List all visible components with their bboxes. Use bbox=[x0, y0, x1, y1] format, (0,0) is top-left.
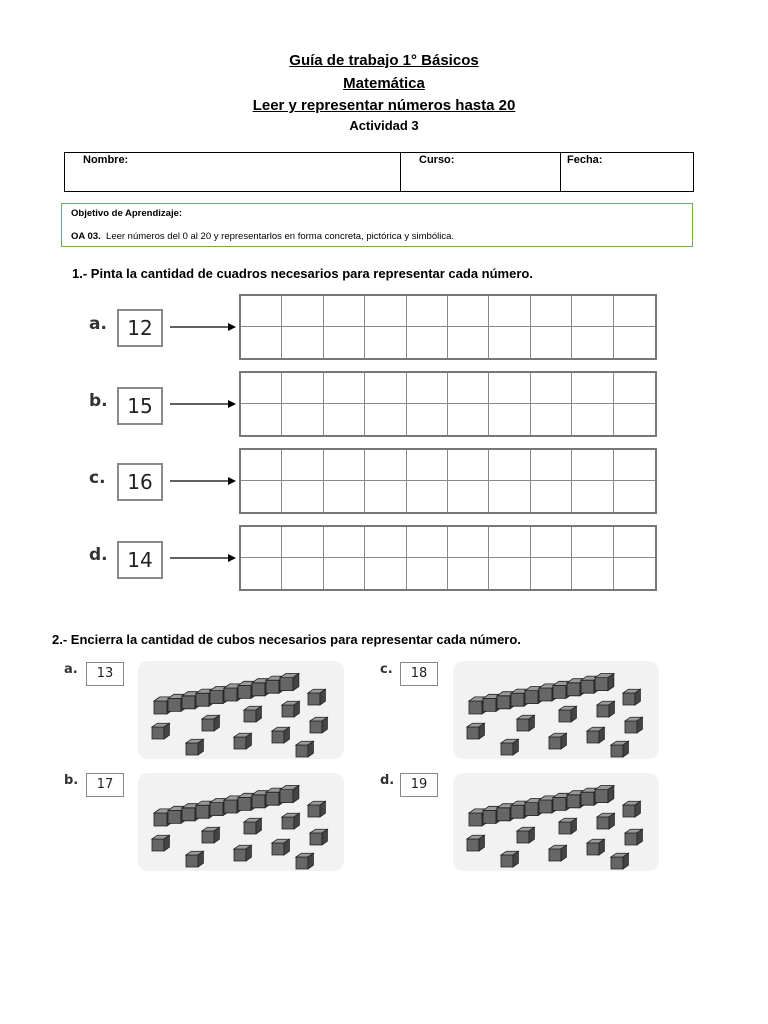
item-d-cubes-icon bbox=[453, 773, 659, 871]
grid-square[interactable] bbox=[282, 404, 323, 435]
grid-square[interactable] bbox=[407, 296, 448, 327]
grid-square[interactable] bbox=[614, 404, 655, 435]
grid-square[interactable] bbox=[407, 373, 448, 404]
topic-title: Leer y representar números hasta 20 bbox=[252, 97, 516, 114]
course-label: Curso: bbox=[419, 154, 455, 166]
item-c-cubes-icon bbox=[453, 661, 659, 759]
item-a-number-box: 13 bbox=[86, 662, 124, 686]
row-a-letter: a. bbox=[89, 314, 107, 334]
grid-square[interactable] bbox=[572, 404, 613, 435]
name-label: Nombre: bbox=[83, 154, 129, 166]
grid-square[interactable] bbox=[241, 481, 282, 512]
item-c-number-box: 18 bbox=[400, 662, 438, 686]
grid-square[interactable] bbox=[448, 450, 489, 481]
grid-square[interactable] bbox=[448, 527, 489, 558]
grid-square[interactable] bbox=[614, 527, 655, 558]
grid-square[interactable] bbox=[531, 296, 572, 327]
grid-square[interactable] bbox=[614, 450, 655, 481]
grid-square[interactable] bbox=[531, 481, 572, 512]
row-c-arrow-icon bbox=[170, 475, 236, 487]
course-field[interactable] bbox=[401, 153, 561, 191]
grid-square[interactable] bbox=[241, 296, 282, 327]
grid-square[interactable] bbox=[614, 373, 655, 404]
grid-square[interactable] bbox=[241, 558, 282, 589]
grid-square[interactable] bbox=[531, 527, 572, 558]
row-a-number-box: 12 bbox=[117, 309, 163, 347]
row-d-letter: d. bbox=[89, 545, 108, 565]
grid-square[interactable] bbox=[407, 481, 448, 512]
item-b-cubes-icon bbox=[138, 773, 344, 871]
learning-objective-box bbox=[61, 203, 693, 247]
grid-square[interactable] bbox=[282, 527, 323, 558]
grid-square[interactable] bbox=[365, 558, 406, 589]
row-b-number-box: 15 bbox=[117, 387, 163, 425]
row-c-letter: c. bbox=[89, 468, 106, 488]
grid-square[interactable] bbox=[572, 558, 613, 589]
grid-square[interactable] bbox=[531, 327, 572, 358]
grid-square[interactable] bbox=[407, 558, 448, 589]
row-d-square-grid[interactable] bbox=[239, 525, 657, 591]
name-field[interactable] bbox=[65, 153, 401, 191]
grid-square[interactable] bbox=[407, 404, 448, 435]
grid-square[interactable] bbox=[407, 450, 448, 481]
row-a-square-grid[interactable] bbox=[239, 294, 657, 360]
item-c-cube-panel[interactable] bbox=[453, 661, 659, 759]
grid-square[interactable] bbox=[324, 373, 365, 404]
item-b-number-box: 17 bbox=[86, 773, 124, 797]
row-c-number-box: 16 bbox=[117, 463, 163, 501]
grid-square[interactable] bbox=[324, 450, 365, 481]
row-a-arrow-icon bbox=[170, 321, 236, 333]
item-d-letter: d. bbox=[380, 773, 395, 788]
objective-code: OA 03. bbox=[71, 231, 101, 242]
grid-square[interactable] bbox=[448, 296, 489, 327]
item-a-cube-panel[interactable] bbox=[138, 661, 344, 759]
grid-square[interactable] bbox=[489, 450, 530, 481]
grid-square[interactable] bbox=[489, 327, 530, 358]
grid-square[interactable] bbox=[572, 481, 613, 512]
grid-square[interactable] bbox=[407, 527, 448, 558]
grid-square[interactable] bbox=[448, 404, 489, 435]
grid-square[interactable] bbox=[324, 327, 365, 358]
grid-square[interactable] bbox=[282, 296, 323, 327]
grid-square[interactable] bbox=[241, 373, 282, 404]
date-field[interactable] bbox=[561, 153, 693, 191]
grid-square[interactable] bbox=[282, 373, 323, 404]
row-c-square-grid[interactable] bbox=[239, 448, 657, 514]
objective-text-line bbox=[71, 231, 692, 242]
question-1-text: 1.- Pinta la cantidad de cuadros necesarios para representar cada número. bbox=[72, 266, 533, 281]
grid-square[interactable] bbox=[531, 558, 572, 589]
grid-square[interactable] bbox=[282, 558, 323, 589]
grid-square[interactable] bbox=[572, 450, 613, 481]
question-2-text: 2.- Encierra la cantidad de cubos necesarios para representar cada número. bbox=[52, 632, 521, 647]
objective-text: Leer números del 0 al 20 y representarlos en forma concreta, pictórica y simbólica. bbox=[106, 231, 455, 242]
grid-square[interactable] bbox=[448, 373, 489, 404]
activity-title: Actividad 3 bbox=[349, 118, 419, 133]
item-a-letter: a. bbox=[64, 662, 78, 677]
grid-square[interactable] bbox=[448, 558, 489, 589]
grid-square[interactable] bbox=[489, 558, 530, 589]
grid-square[interactable] bbox=[531, 373, 572, 404]
item-d-cube-panel[interactable] bbox=[453, 773, 659, 871]
date-label: Fecha: bbox=[567, 154, 603, 166]
grid-square[interactable] bbox=[241, 327, 282, 358]
grid-square[interactable] bbox=[365, 373, 406, 404]
grid-square[interactable] bbox=[282, 450, 323, 481]
grid-square[interactable] bbox=[448, 481, 489, 512]
grid-square[interactable] bbox=[489, 527, 530, 558]
grid-square[interactable] bbox=[614, 327, 655, 358]
grid-square[interactable] bbox=[365, 296, 406, 327]
grid-square[interactable] bbox=[614, 481, 655, 512]
grid-square[interactable] bbox=[365, 404, 406, 435]
row-d-arrow-icon bbox=[170, 552, 236, 564]
grid-square[interactable] bbox=[489, 481, 530, 512]
item-b-cube-panel[interactable] bbox=[138, 773, 344, 871]
grid-square[interactable] bbox=[324, 296, 365, 327]
grid-square[interactable] bbox=[531, 404, 572, 435]
subject-title: Matemática bbox=[343, 75, 425, 92]
item-c-letter: c. bbox=[380, 662, 393, 677]
worksheet-title: Guía de trabajo 1° Básicos bbox=[289, 52, 479, 69]
grid-square[interactable] bbox=[489, 404, 530, 435]
grid-square[interactable] bbox=[365, 481, 406, 512]
row-b-square-grid[interactable] bbox=[239, 371, 657, 437]
grid-square[interactable] bbox=[407, 327, 448, 358]
grid-square[interactable] bbox=[614, 296, 655, 327]
grid-square[interactable] bbox=[572, 296, 613, 327]
grid-square[interactable] bbox=[614, 558, 655, 589]
row-d-number-box: 14 bbox=[117, 541, 163, 579]
grid-square[interactable] bbox=[282, 481, 323, 512]
grid-square[interactable] bbox=[324, 481, 365, 512]
grid-square[interactable] bbox=[572, 527, 613, 558]
grid-square[interactable] bbox=[324, 527, 365, 558]
item-d-number-box: 19 bbox=[400, 773, 438, 797]
grid-square[interactable] bbox=[324, 558, 365, 589]
grid-square[interactable] bbox=[448, 327, 489, 358]
grid-square[interactable] bbox=[241, 450, 282, 481]
grid-square[interactable] bbox=[572, 327, 613, 358]
grid-square[interactable] bbox=[282, 327, 323, 358]
grid-square[interactable] bbox=[489, 373, 530, 404]
row-b-arrow-icon bbox=[170, 398, 236, 410]
grid-square[interactable] bbox=[241, 404, 282, 435]
grid-square[interactable] bbox=[365, 327, 406, 358]
grid-square[interactable] bbox=[324, 404, 365, 435]
grid-square[interactable] bbox=[572, 373, 613, 404]
item-a-cubes-icon bbox=[138, 661, 344, 759]
grid-square[interactable] bbox=[365, 527, 406, 558]
row-b-letter: b. bbox=[89, 391, 108, 411]
student-info-table bbox=[64, 152, 694, 192]
item-b-letter: b. bbox=[64, 773, 79, 788]
grid-square[interactable] bbox=[365, 450, 406, 481]
grid-square[interactable] bbox=[489, 296, 530, 327]
grid-square[interactable] bbox=[241, 527, 282, 558]
grid-square[interactable] bbox=[531, 450, 572, 481]
objective-title: Objetivo de Aprendizaje: bbox=[71, 208, 183, 219]
